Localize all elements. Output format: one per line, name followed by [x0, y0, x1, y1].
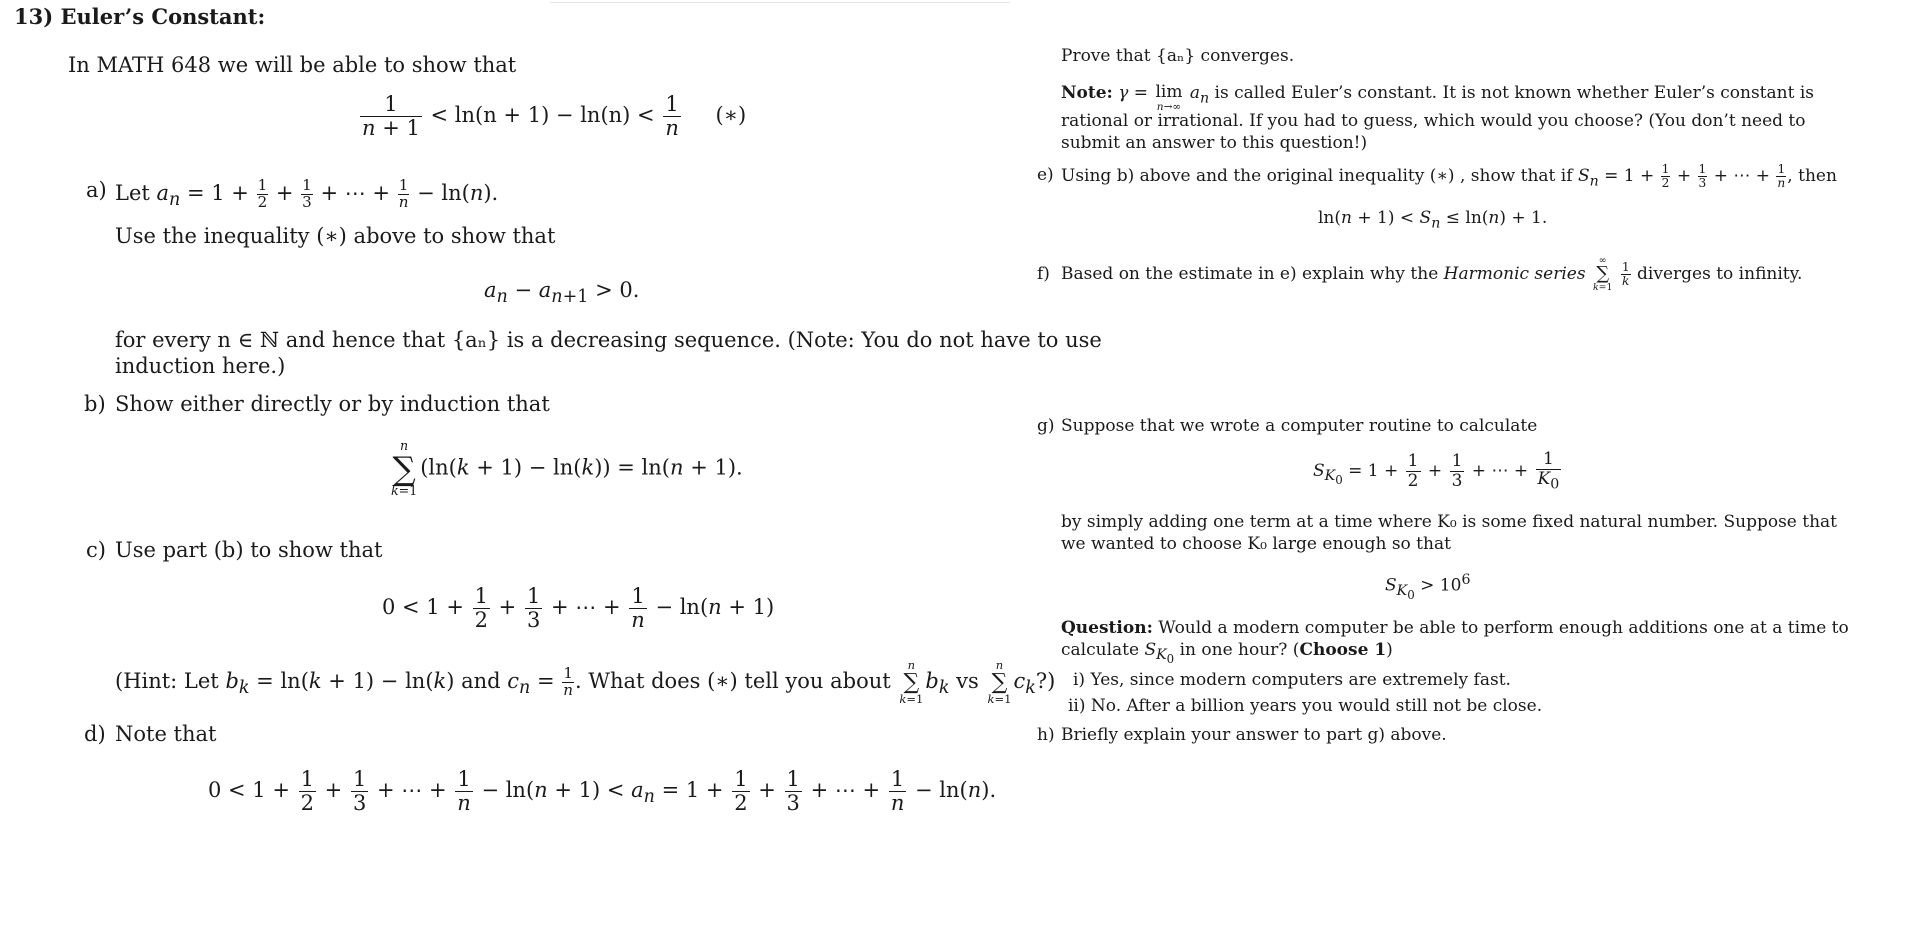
- hint-mid: What does (∗) tell you about: [588, 669, 891, 694]
- choice-ii: ii) No. After a billion years you would still not be close.: [1068, 696, 1543, 716]
- problem-heading: [14, 4, 265, 29]
- part-c-label: c): [86, 538, 106, 562]
- part-d-label: d): [84, 722, 106, 746]
- part-a-after-text-2: induction here.): [115, 354, 286, 378]
- choice-i: i) Yes, since modern computers are extremely fast.: [1073, 670, 1511, 690]
- part-h-label: h): [1037, 725, 1055, 745]
- part-a-display: $a_n - a_{n+1} > 0$.: [484, 278, 640, 308]
- note-line-3: submit an answer to this question!): [1061, 133, 1368, 153]
- f-tail: diverges to infinity.: [1637, 263, 1803, 284]
- part-g-label: g): [1037, 416, 1055, 436]
- part-e-text: Using b) above and the original inequality (∗) , show that if $S_n = 1$ + $\frac{1}{2}$ + $\frac{1}{3}$ + ⋯ + $\frac{1}{n}$ , then: [1061, 162, 1837, 190]
- part-d-text: Note that: [115, 722, 217, 746]
- note-label: Note:: [1061, 83, 1113, 103]
- part-f-label: f): [1037, 264, 1050, 284]
- part-g-bound: $S_{K_0} > 10^6$: [1385, 572, 1471, 602]
- choose-one: Choose 1: [1299, 640, 1387, 660]
- display-zero: 0.: [619, 278, 640, 302]
- part-b-display: n ∑ k=1 (ln(k + 1) − ln(k)) = ln(n + 1).: [391, 438, 743, 499]
- top-rule: [550, 2, 1010, 3]
- inequality-star: $\frac{1}{n + 1}$ < ln(n + 1) − ln(n) < $\frac{1}{n}$ (∗): [362, 92, 747, 141]
- e-text: Using b) above and the original inequality (∗) , show that if: [1061, 165, 1573, 186]
- question-line-2: calculate $S_{K_0}$ in one hour? (Choose 1): [1061, 640, 1393, 667]
- intro-text: In MATH 648 we will be able to show that: [68, 53, 517, 77]
- part-g-after-1: by simply adding one term at a time where K₀ is some fixed natural number. Suppose that: [1061, 512, 1837, 532]
- part-a-label: a): [86, 178, 107, 202]
- question-calc: calculate: [1061, 640, 1140, 660]
- f-series: Harmonic series: [1443, 263, 1586, 284]
- part-c-text: Use part (b) to show that: [115, 538, 383, 562]
- part-g-text: Suppose that we wrote a computer routine to calculate: [1061, 416, 1538, 436]
- part-b-text: Show either directly or by induction that: [115, 392, 550, 416]
- part-g-after-2: we wanted to choose K₀ large enough so that: [1061, 534, 1451, 554]
- part-c-hint: (Hint: Let $b_k = \ln(k + 1) - \ln(k)$ and $c_n$ = $\frac{1}{n}$ . What does (∗) tell you about n ∑ k=1 $b_k$ vs n ∑ k=1 $c_k$?): [115, 658, 1056, 706]
- part-a-after-text: for every n ∈ ℕ and hence that {aₙ} is a decreasing sequence. (Note: You do not have to use: [115, 328, 1102, 352]
- note-rest: is called Euler’s constant. It is not known whether Euler’s constant is: [1214, 83, 1814, 103]
- let-text: Let: [115, 180, 150, 205]
- part-c-display: 0 < 1 + $\frac{1}{2}$ + $\frac{1}{3}$ + ⋯ + $\frac{1}{n}$ − ln(n + 1): [382, 584, 775, 633]
- part-h-text: Briefly explain your answer to part g) above.: [1061, 725, 1447, 745]
- part-g-display: $S_{K_0} = 1$ + $\frac{1}{2}$ + $\frac{1}{3}$ + ⋯ + $\frac{1}{K_0}$: [1313, 449, 1560, 493]
- question-text: Would a modern computer be able to perform enough additions one at a time to: [1158, 618, 1849, 638]
- inequality-middle: < ln(n + 1) − ln(n) <: [430, 103, 655, 128]
- question-line-1: [1061, 618, 1849, 638]
- note-line-2: rational or irrational. If you had to guess, which would you choose? (You don’t need to: [1061, 111, 1806, 131]
- note-line-1: Note: γ = lim n→∞ $a_n$ is called Euler’s constant. It is not known whether Euler’s constant is: [1061, 82, 1814, 113]
- star-label: (∗): [715, 103, 747, 128]
- part-a-use-text: Use the inequality (∗) above to show that: [115, 224, 556, 248]
- hint-vs: vs: [956, 669, 979, 694]
- part-f-text: Based on the estimate in e) explain why the Harmonic series ∞ ∑ k=1 $\frac{1}{k}$ diverges to infinity.: [1061, 255, 1803, 294]
- f-text: Based on the estimate in e) explain why the: [1061, 263, 1439, 284]
- part-e-display: $\ln(n + 1) < S_n \le \ln(n) + 1$.: [1318, 208, 1548, 232]
- problem-title: Euler’s Constant:: [60, 4, 266, 29]
- part-d-display: 0 < 1 + $\frac{1}{2}$ + $\frac{1}{3}$ + ⋯ + $\frac{1}{n}$ − $\ln(n + 1) < a_n = 1$ + $\frac{1}{2}$ + $\frac{1}{3}$ + ⋯ + $\frac{1}{n}$ − ln(n).: [208, 767, 997, 816]
- prove-converges: Prove that {aₙ} converges.: [1061, 46, 1295, 66]
- question-label: Question:: [1061, 618, 1153, 638]
- question-hour: in one hour? (: [1179, 640, 1300, 660]
- part-e-label: e): [1037, 165, 1054, 185]
- e-then: then: [1798, 165, 1837, 186]
- part-b-label: b): [84, 392, 106, 416]
- part-a-definition: Let $a_n = 1$ + $\frac{1}{2}$ + $\frac{1}{3}$ + ⋯ + $\frac{1}{n}$ − ln(n).: [115, 176, 499, 211]
- problem-number: 13): [14, 4, 54, 29]
- hint-prefix: (Hint: Let: [115, 669, 219, 694]
